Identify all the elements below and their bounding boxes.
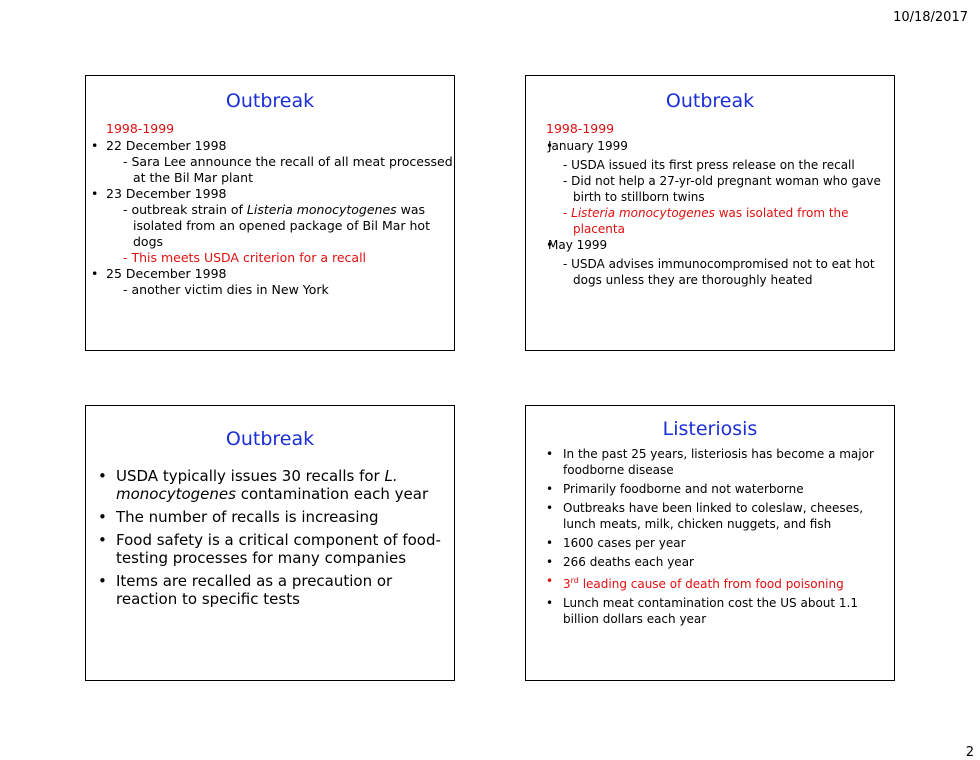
- slide-outbreak-1: [85, 75, 455, 351]
- list-item: • May 1999: [526, 237, 894, 253]
- slide-listeriosis: [525, 405, 895, 681]
- list-item: - Did not help a 27-yr-old pregnant woman who gave birth to stillborn twins: [563, 174, 881, 204]
- page-date: 10/18/2017: [893, 10, 968, 25]
- year-range: 1998-1999: [546, 121, 615, 136]
- slide-title: Outbreak: [665, 90, 755, 112]
- list-item: - USDA issued its first press release on the recall: [563, 158, 855, 172]
- list-item: • 22 December 1998: [86, 138, 454, 154]
- list-item: - USDA advises immunocompromised not to eat hot dogs unless they are thoroughly heated: [563, 257, 875, 287]
- slide-outbreak-2: [525, 75, 895, 351]
- page-number: 2: [965, 745, 974, 760]
- list-item: • Lunch meat contamination cost the US about 1.1 billion dollars each year: [526, 595, 894, 627]
- list-item: • 266 deaths each year: [526, 554, 894, 570]
- slide-title: Listeriosis: [662, 418, 758, 440]
- list-item: • 1600 cases per year: [526, 535, 894, 551]
- list-item: • Food safety is a critical component of food-testing processes for many companies: [86, 531, 454, 567]
- list-item: • Items are recalled as a precaution or reaction to specific tests: [86, 572, 454, 608]
- list-item: • Outbreaks have been linked to coleslaw, cheeses, lunch meats, milk, chicken nuggets, and fish: [526, 500, 894, 532]
- list-item: - outbreak strain of Listeria monocytogenes was isolated from an opened package of Bil Mar hot dogs: [123, 202, 430, 249]
- slide-title: Outbreak: [225, 90, 315, 112]
- list-item: • In the past 25 years, listeriosis has become a major foodborne disease: [526, 446, 894, 478]
- list-item: • Primarily foodborne and not waterborne: [526, 481, 894, 497]
- list-item: • 3rd leading cause of death from food poisoning: [526, 573, 894, 592]
- year-range: 1998-1999: [106, 121, 175, 136]
- list-item: • 25 December 1998: [86, 266, 454, 282]
- list-item: • USDA typically issues 30 recalls for L. monocytogenes contamination each year: [86, 467, 454, 503]
- list-item: - another victim dies in New York: [123, 282, 329, 297]
- slide-outbreak-3: [85, 405, 455, 681]
- list-item: • The number of recalls is increasing: [86, 508, 454, 526]
- list-item: - Listeria monocytogenes was isolated from the placenta: [563, 206, 849, 236]
- list-item: - This meets USDA criterion for a recall: [123, 250, 367, 265]
- slide-title: Outbreak: [225, 428, 315, 450]
- list-item: • 23 December 1998: [86, 186, 454, 202]
- list-item: • January 1999: [526, 138, 894, 154]
- list-item: - Sara Lee announce the recall of all meat processed at the Bil Mar plant: [123, 154, 453, 185]
